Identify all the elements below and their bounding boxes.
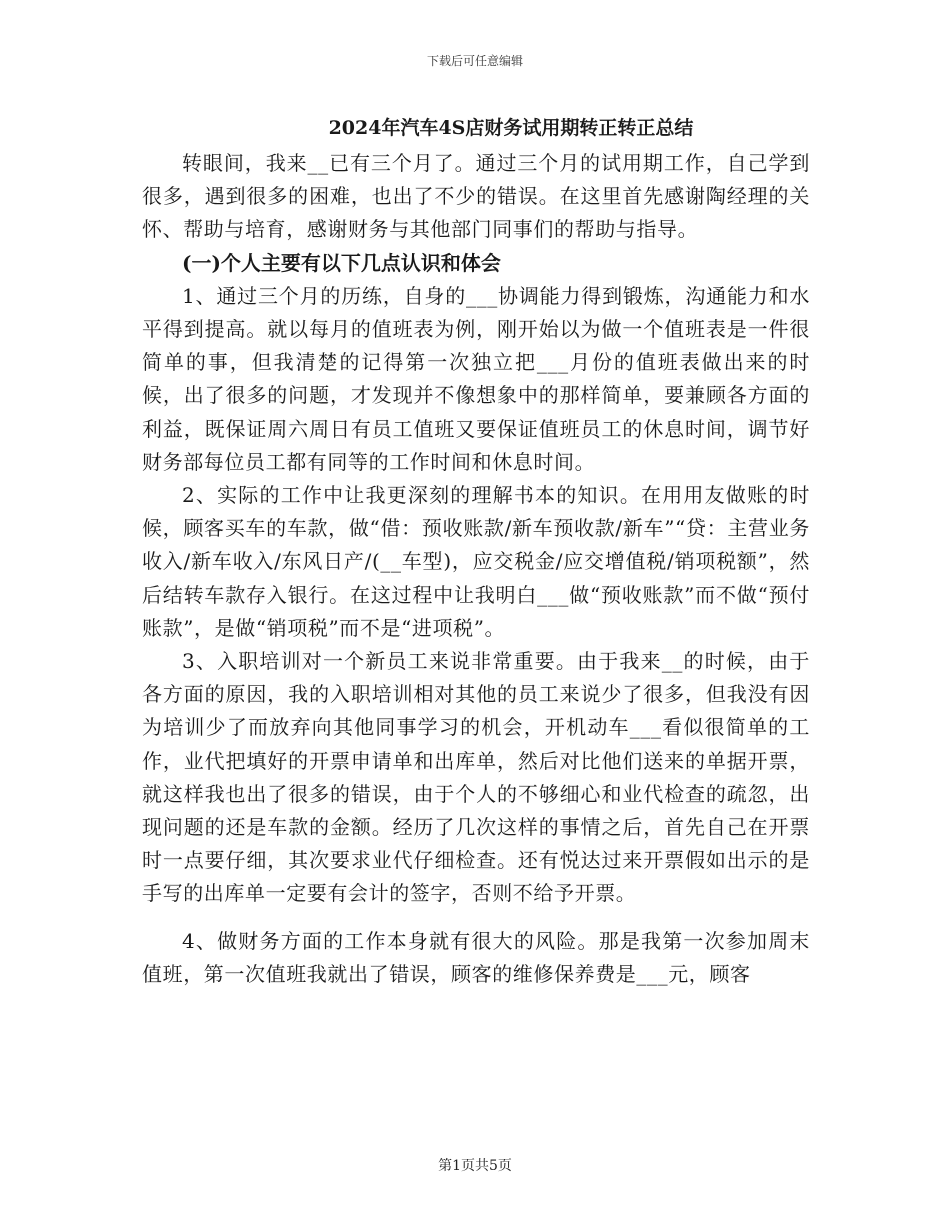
page-number: 第1页共5页 [438, 1158, 512, 1174]
section-heading: (一)个人主要有以下几点认识和体会 [182, 250, 501, 275]
paragraph-4: 4、做财务方面的工作本身就有很大的风险。那是我第一次参加周末值班，第一次值班我就出了错误，顾客的维修保养费是___元，顾客 [142, 928, 810, 986]
paragraph-2: 2、实际的工作中让我更深刻的理解书本的知识。在用用友做账的时候，顾客买车的车款，做“借：预收账款/新车预收款/新车”“贷：主营业务收入/新车收入/东风日产/(__车型)，应交税金/应交增值税/销项税额”，然后结转车款存入银行。在这过程中让我明白___做“预收账款”而不做“预付账款”，是做“销项税”而不是“进项税”。 [142, 483, 810, 640]
paragraph-1: 1、通过三个月的历练，自身的___协调能力得到锻炼，沟通能力和水平得到提高。就以每月的值班表为例，刚开始以为做一个值班表是一件很简单的事，但我清楚的记得第一次独立把___月份的值班表做出来的时候，出了很多的问题，才发现并不像想象中的那样简单，要兼顾各方面的利益，既保证周六周日有员工值班又要保证值班员工的休息时间，调节好财务部每位员工都有同等的工作时间和休息时间。 [142, 283, 810, 474]
document-title: 2024年汽车4S店财务试用期转正转正总结 [328, 117, 694, 139]
document-body [142, 112, 810, 991]
intro-paragraph: 转眼间，我来__已有三个月了。通过三个月的试用期工作，自己学到很多，遇到很多的困难，也出了不少的错误。在这里首先感谢陶经理的关怀、帮助与培育，感谢财务与其他部门同事们的帮助与指导。 [142, 151, 810, 242]
paragraph-3: 3、入职培训对一个新员工来说非常重要。由于我来__的时候，由于各方面的原因，我的入职培训相对其他的员工来说少了很多，但我没有因为培训少了而放弃向其他同事学习的机会，开机动车___看似很简单的工作，业代把填好的开票申请单和出库单，然后对比他们送来的单据开票，就这样我也出了很多的错误，由于个人的不够细心和业代检查的疏忽，出现问题的还是车款的金额。经历了几次这样的事情之后，首先自己在开票时一点要仔细，其次要求业代仔细检查。还有悦达过来开票假如出示的是手写的出库单一定要有会计的签字，否则不给予开票。 [142, 649, 810, 906]
paragraph-gap [142, 911, 810, 925]
page-header-note: 下载后可任意编辑 [426, 54, 523, 68]
